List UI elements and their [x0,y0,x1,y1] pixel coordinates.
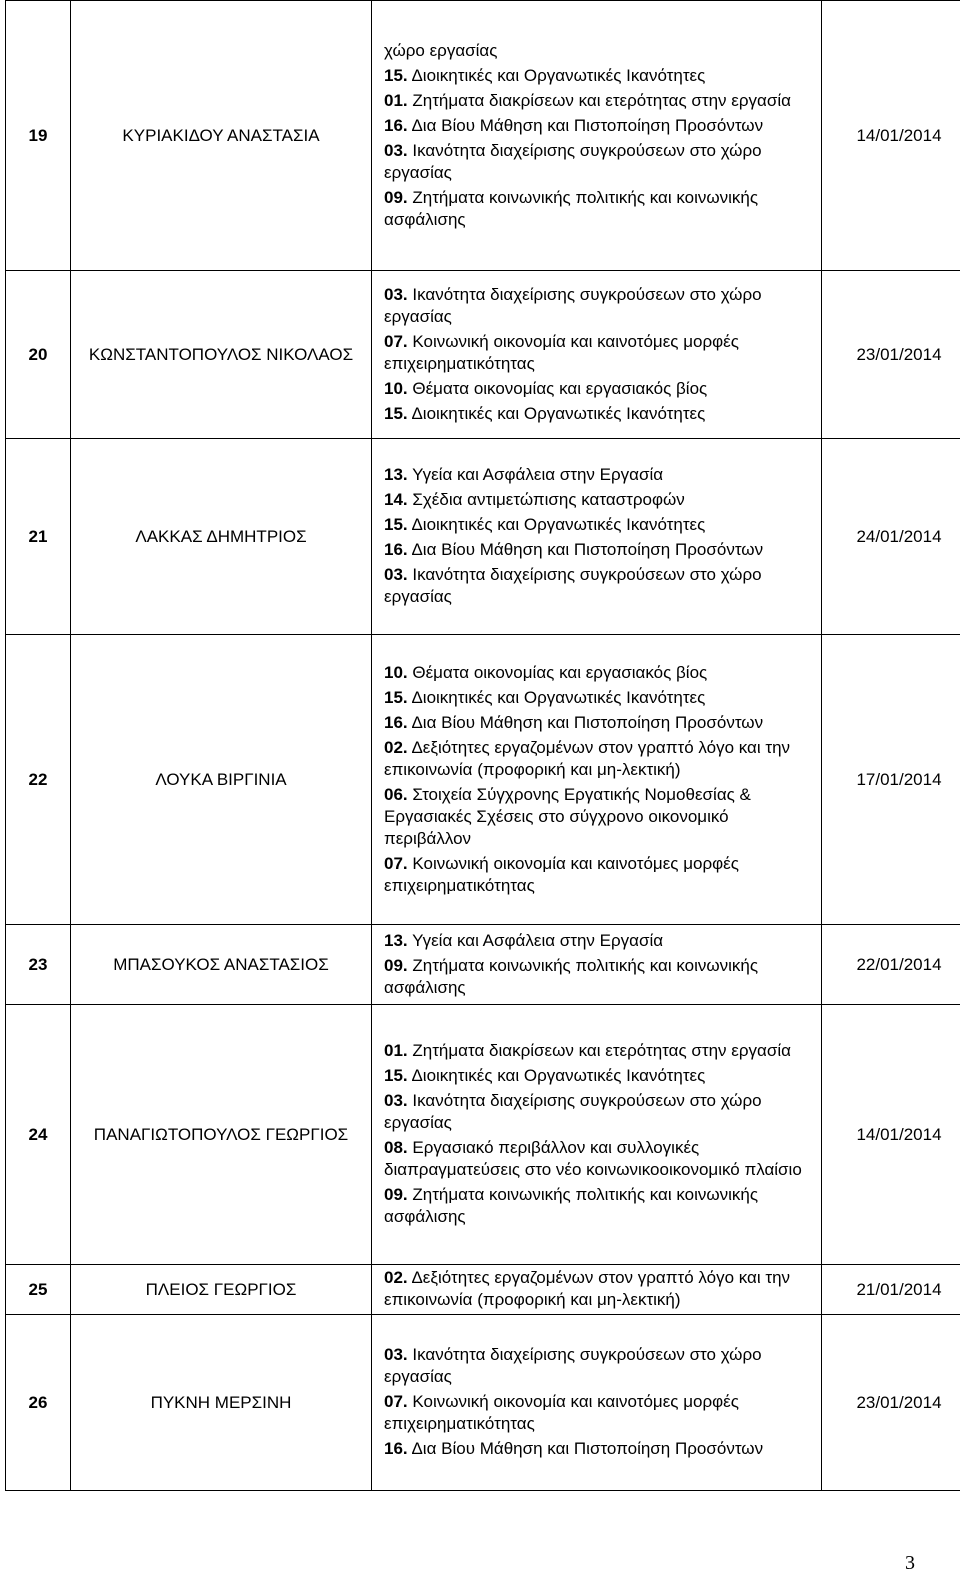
row-number: 26 [6,1315,71,1491]
module-item [384,40,809,62]
module-item [384,853,809,897]
module-item [384,331,809,375]
module-item [384,1065,809,1087]
module-code: 01. [384,90,408,110]
participant-name: ΚΥΡΙΑΚΙΔΟΥ ΑΝΑΣΤΑΣΙΑ [71,1,372,271]
module-code: 09. [384,1185,408,1204]
training-date: 23/01/2014 [822,1315,960,1491]
module-item [384,1137,809,1181]
row-number: 19 [6,1,71,271]
module-title: Υγεία και Ασφάλεια στην Εργασία [412,930,664,950]
module-item [384,662,809,684]
module-item [384,489,809,511]
module-title: Διοικητικές και Οργανωτικές Ικανότητες [411,403,706,423]
module-item [384,115,809,137]
module-code: 10. [384,378,408,398]
module-code: 07. [384,853,408,873]
module-item [384,1344,809,1388]
training-date: 17/01/2014 [822,635,960,925]
module-code: 09. [384,955,408,975]
module-code: 15. [384,687,408,707]
module-code: 01. [384,1041,408,1060]
module-title: Κοινωνική οικονομία και καινοτόμες μορφές επιχειρηματικότητας [384,853,739,895]
module-item [384,514,809,536]
module-code: 02. [384,1268,408,1287]
module-title: Ζητήματα κοινωνικής πολιτικής και κοινωνικής ασφάλισης [384,187,759,229]
module-item [384,464,809,486]
row-number: 25 [6,1265,71,1315]
module-code: 15. [384,515,408,534]
module-title: Σχέδια αντιμετώπισης καταστροφών [412,490,685,509]
module-list [372,1,822,271]
module-item [384,284,809,328]
module-title: Δια Βίου Μάθηση και Πιστοποίηση Προσόντων [411,1439,764,1458]
module-item [384,1438,809,1460]
training-date: 14/01/2014 [822,1005,960,1265]
module-title: Δια Βίου Μάθηση και Πιστοποίηση Προσόντων [411,540,764,559]
participant-name: ΜΠΑΣΟΥΚΟΣ ΑΝΑΣΤΑΣΙΟΣ [71,925,372,1005]
module-title: Στοιχεία Σύγχρονης Εργατικής Νομοθεσίας & Εργασιακές Σχέσεις στο σύγχρονο οικονομικό περιβάλλον [384,784,751,848]
module-list [372,1265,822,1315]
module-code: 03. [384,1345,408,1364]
module-list [372,1005,822,1265]
module-item [384,403,809,425]
module-item [384,90,809,112]
module-item [384,712,809,734]
module-item [384,187,809,231]
module-title: Θέματα οικονομίας και εργασιακός βίος [412,662,708,682]
training-date: 23/01/2014 [822,271,960,439]
module-code: 13. [384,465,408,484]
participants-table [5,0,960,1491]
module-item [384,1184,809,1228]
module-code: 16. [384,540,408,559]
module-title: Διοικητικές και Οργανωτικές Ικανότητες [411,1066,706,1085]
module-title: Ικανότητα διαχείρισης συγκρούσεων στο χώρο εργασίας [384,284,762,326]
module-item [384,539,809,561]
module-title: Ζητήματα διακρίσεων και ετερότητας στην εργασία [412,1041,791,1060]
module-code: 16. [384,1439,408,1458]
participant-name: ΠΥΚΝΗ ΜΕΡΣΙΝΗ [71,1315,372,1491]
module-title: Ζητήματα διακρίσεων και ετερότητας στην εργασία [412,90,791,110]
module-item [384,784,809,850]
module-code: 14. [384,490,408,509]
module-code: 16. [384,712,408,732]
module-code: 15. [384,1066,408,1085]
module-code: 03. [384,565,408,584]
module-title: χώρο εργασίας [384,40,498,60]
module-item [384,564,809,608]
table-row [6,925,960,1005]
module-code: 16. [384,115,408,135]
module-code: 07. [384,1392,408,1411]
module-code: 03. [384,284,408,304]
module-title: Κοινωνική οικονομία και καινοτόμες μορφές επιχειρηματικότητας [384,331,739,373]
module-code: 08. [384,1138,408,1157]
module-code: 15. [384,65,408,85]
participants-table-body [6,1,960,1491]
module-code: 13. [384,930,408,950]
participant-name: ΠΑΝΑΓΙΩΤΟΠΟΥΛΟΣ ΓΕΩΡΓΙΟΣ [71,1005,372,1265]
module-title: Δια Βίου Μάθηση και Πιστοποίηση Προσόντων [411,712,764,732]
module-item [384,930,809,952]
table-row [6,1265,960,1315]
training-date: 14/01/2014 [822,1,960,271]
module-item [384,1391,809,1435]
module-code: 02. [384,737,408,757]
module-title: Θέματα οικονομίας και εργασιακός βίος [412,378,708,398]
module-title: Δεξιότητες εργαζομένων στον γραπτό λόγο και την επικοινωνία (προφορική και μη-λεκτική) [384,737,791,779]
table-row [6,1315,960,1491]
module-code: 09. [384,187,408,207]
table-row [6,271,960,439]
module-item [384,737,809,781]
module-code: 06. [384,784,408,804]
module-code: 10. [384,662,408,682]
module-list [372,439,822,635]
page-number: 3 [905,1552,915,1574]
module-title: Διοικητικές και Οργανωτικές Ικανότητες [411,687,706,707]
table-row [6,439,960,635]
module-list [372,271,822,439]
participant-name: ΠΛΕΙΟΣ ΓΕΩΡΓΙΟΣ [71,1265,372,1315]
module-list [372,1315,822,1491]
module-item [384,1090,809,1134]
module-title: Εργασιακό περιβάλλον και συλλογικές διαπραγματεύσεις στο νέο κοινωνικοοικονομικό πλαίσιο [384,1138,802,1179]
table-row [6,1005,960,1265]
module-item [384,140,809,184]
row-number: 22 [6,635,71,925]
row-number: 23 [6,925,71,1005]
table-row [6,1,960,271]
participant-name: ΛΑΚΚΑΣ ΔΗΜΗΤΡΙΟΣ [71,439,372,635]
module-title: Δια Βίου Μάθηση και Πιστοποίηση Προσόντων [411,115,764,135]
module-title: Κοινωνική οικονομία και καινοτόμες μορφές επιχειρηματικότητας [384,1392,739,1433]
training-date: 22/01/2014 [822,925,960,1005]
module-code: 03. [384,1091,408,1110]
training-date: 24/01/2014 [822,439,960,635]
module-item [384,1267,809,1311]
row-number: 20 [6,271,71,439]
module-title: Ικανότητα διαχείρισης συγκρούσεων στο χώρο εργασίας [384,565,762,606]
table-row [6,635,960,925]
module-code: 07. [384,331,408,351]
module-title: Διοικητικές και Οργανωτικές Ικανότητες [411,65,706,85]
row-number: 21 [6,439,71,635]
module-title: Ζητήματα κοινωνικής πολιτικής και κοινωνικής ασφάλισης [384,955,759,997]
module-title: Ικανότητα διαχείρισης συγκρούσεων στο χώρο εργασίας [384,1345,762,1386]
module-list [372,925,822,1005]
module-item [384,955,809,999]
participant-name: ΛΟΥΚΑ ΒΙΡΓΙΝΙΑ [71,635,372,925]
module-code: 03. [384,140,408,160]
module-code: 15. [384,403,408,423]
module-title: Ικανότητα διαχείρισης συγκρούσεων στο χώρο εργασίας [384,1091,762,1132]
module-title: Ζητήματα κοινωνικής πολιτικής και κοινωνικής ασφάλισης [384,1185,759,1226]
module-item [384,1040,809,1062]
module-list [372,635,822,925]
module-item [384,378,809,400]
module-title: Διοικητικές και Οργανωτικές Ικανότητες [411,515,706,534]
participant-name: ΚΩΝΣΤΑΝΤΟΠΟΥΛΟΣ ΝΙΚΟΛΑΟΣ [71,271,372,439]
module-title: Ικανότητα διαχείρισης συγκρούσεων στο χώρο εργασίας [384,140,762,182]
module-title: Υγεία και Ασφάλεια στην Εργασία [412,465,664,484]
training-date: 21/01/2014 [822,1265,960,1315]
module-item [384,687,809,709]
module-title: Δεξιότητες εργαζομένων στον γραπτό λόγο και την επικοινωνία (προφορική και μη-λεκτική) [384,1268,791,1309]
row-number: 24 [6,1005,71,1265]
module-item [384,65,809,87]
